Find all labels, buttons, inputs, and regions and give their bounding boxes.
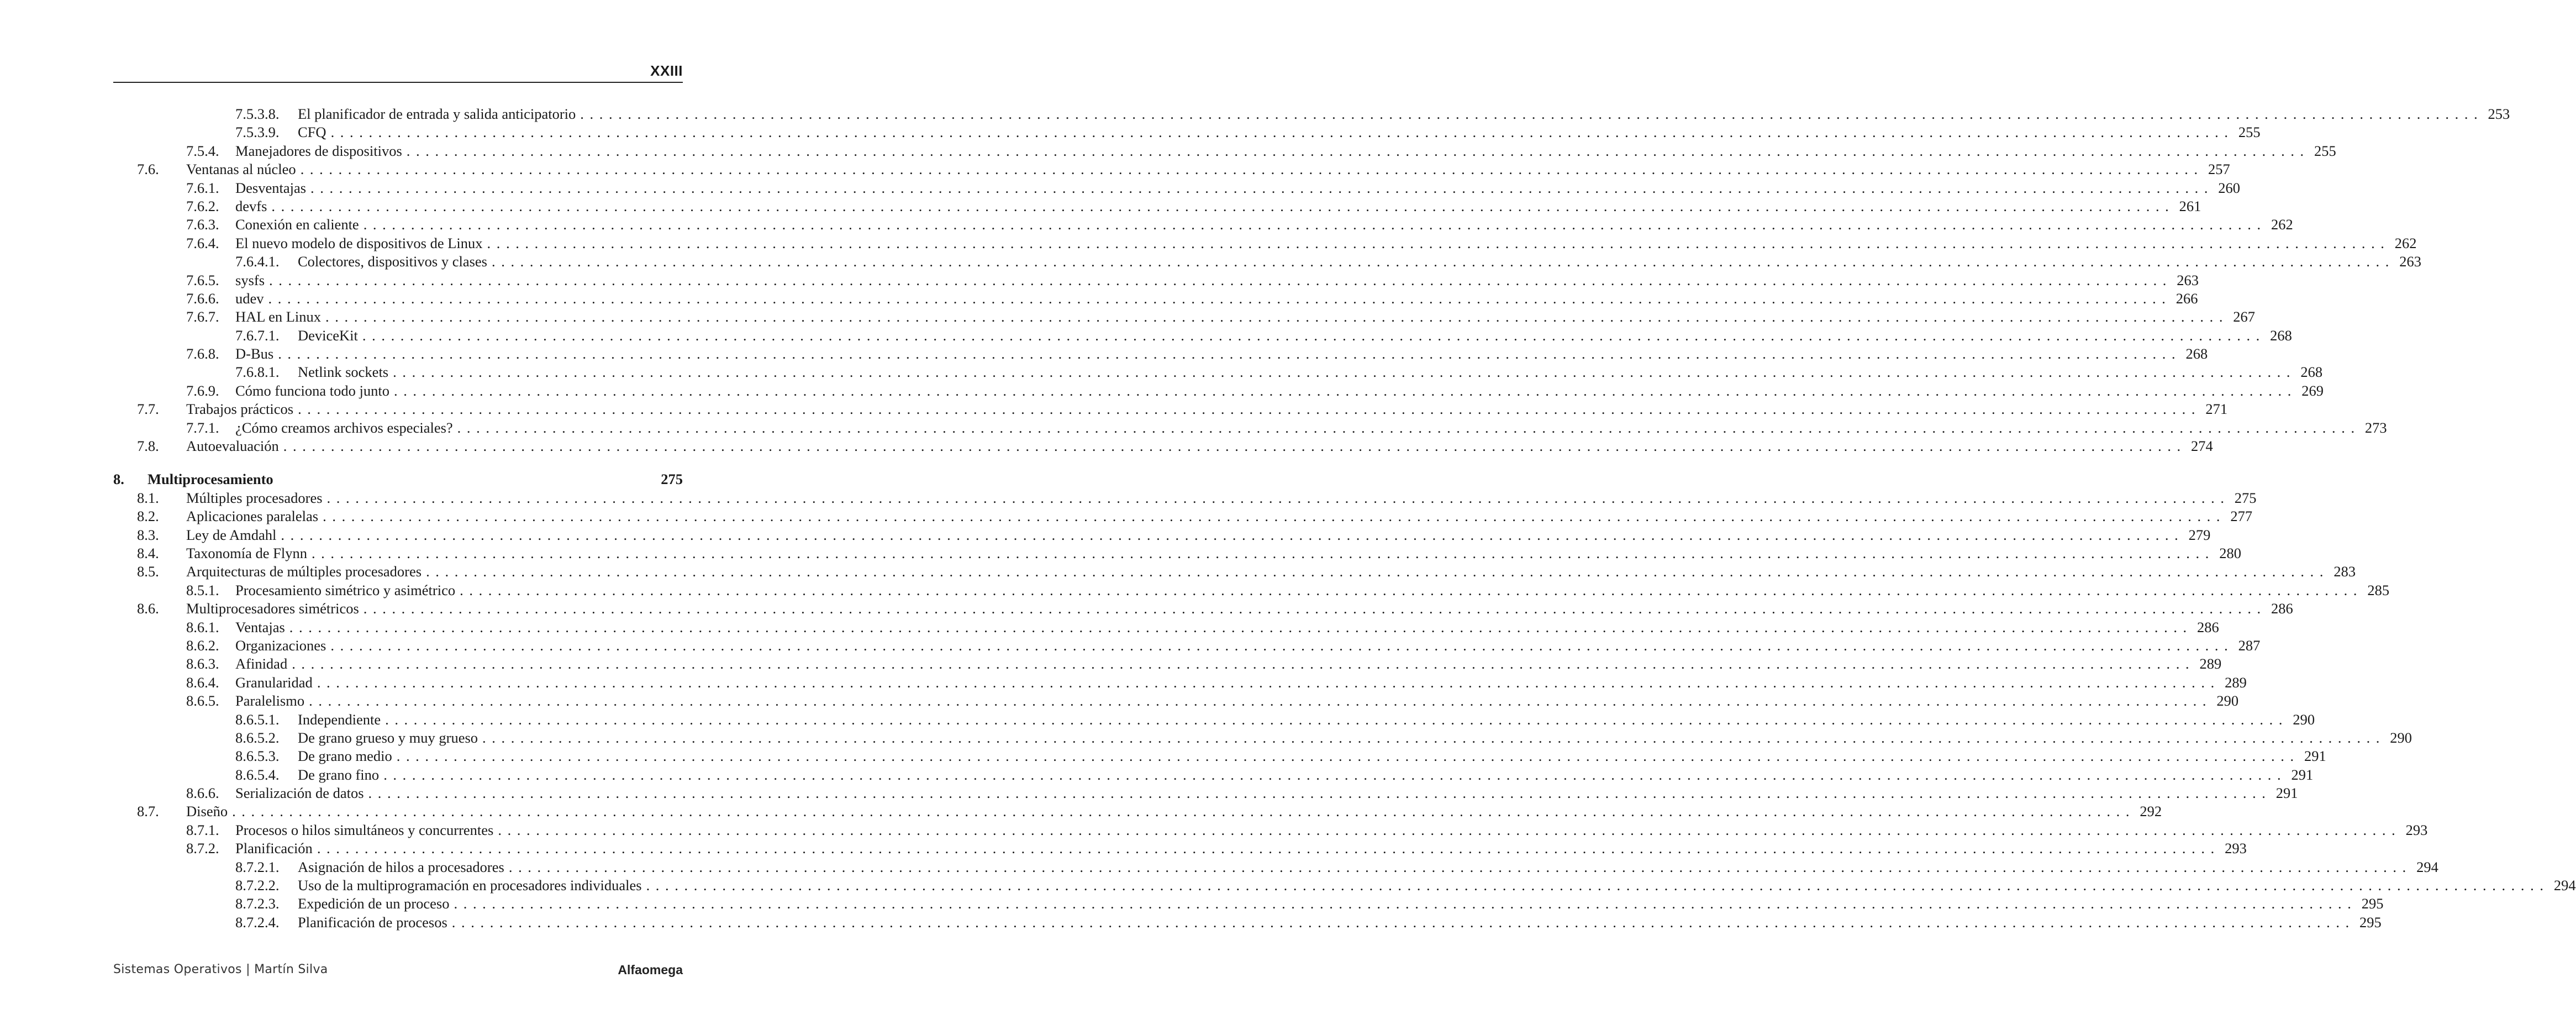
- toc-entry-title: sysfs: [235, 271, 265, 288]
- toc-entry-title: Asignación de hilos a procesadores: [298, 858, 504, 875]
- toc-entry-number: 7.6.4.: [186, 234, 219, 251]
- toc-entry-number: 8.1.: [137, 489, 159, 506]
- toc-entry: [113, 253, 2421, 271]
- toc-entry: [113, 821, 2428, 839]
- toc-entry-page: 263: [2399, 253, 2421, 270]
- dot-leader: ........................................................................................................................................................................................................: [309, 692, 2212, 710]
- toc-entry: [113, 308, 2256, 326]
- toc-entry: [113, 234, 2417, 253]
- toc-entry-title: Granularidad: [235, 674, 313, 691]
- toc-entry-title: ¿Cómo creamos archivos especiales?: [235, 419, 453, 436]
- toc-entry: [113, 655, 2222, 673]
- toc-entry-number: 7.5.3.9.: [235, 124, 280, 141]
- dot-leader: ........................................................................................................................................................................................................: [298, 401, 2201, 418]
- toc-entry: [113, 160, 2230, 178]
- toc-entry-page: 291: [2275, 785, 2298, 802]
- dot-leader: ........................................................................................................................................................................................................: [426, 563, 2330, 580]
- toc-entry-page: 285: [2367, 581, 2390, 598]
- toc-entry-number: 8.4.: [137, 544, 159, 561]
- toc-entry-number: 8.6.5.3.: [235, 748, 280, 765]
- toc-entry-number: 7.6.1.: [186, 179, 219, 196]
- dot-leader: ........................................................................................................................................................................................................: [492, 253, 2395, 270]
- toc-entry: [113, 876, 2576, 895]
- toc-entry-number: 7.6.7.: [186, 308, 219, 325]
- toc-entry-number: 8.7.2.2.: [235, 877, 280, 894]
- dot-leader: ........................................................................................................................................................................................................: [278, 345, 2182, 362]
- toc-entry: [113, 618, 2219, 637]
- toc-entry-page: 289: [2199, 655, 2222, 672]
- toc-entry: [113, 345, 2208, 363]
- toc-entry: [113, 382, 2324, 400]
- toc-entry-page: 268: [2300, 364, 2323, 381]
- toc-entry-title: Multiprocesamiento: [147, 471, 273, 488]
- toc-entry-number: 8.7.2.3.: [235, 895, 280, 912]
- dot-leader: ........................................................................................................................................................................................................: [330, 124, 2234, 141]
- toc-entry-title: De grano fino: [298, 766, 380, 783]
- toc-entry-title: Netlink sockets: [298, 364, 389, 381]
- dot-leader: ........................................................................................................................................................................................................: [330, 637, 2234, 654]
- toc-entry: [113, 674, 2247, 692]
- dot-leader: ........................................................................................................................................................................................................: [482, 729, 2386, 746]
- toc-entry: [113, 123, 2261, 141]
- toc-entry-title: De grano grueso y muy grueso: [298, 729, 478, 746]
- toc-entry: [113, 271, 2199, 290]
- toc-entry: [113, 913, 2382, 932]
- toc-entry-title: HAL en Linux: [235, 308, 322, 325]
- toc-entry: [113, 563, 2356, 581]
- toc-entry-number: 8.6.5.1.: [235, 711, 280, 728]
- toc-entry-number: 8.7.2.1.: [235, 858, 280, 875]
- toc-entry-page: 293: [2225, 840, 2247, 857]
- toc-entry-number: 7.6.6.: [186, 290, 219, 307]
- toc-entry-title: udev: [235, 290, 264, 307]
- toc-entry-page: 295: [2359, 913, 2382, 931]
- toc-entry-number: 8.6.6.: [186, 785, 219, 802]
- toc-entry-page: 277: [2230, 508, 2253, 525]
- toc-entry-number: 8.6.1.: [186, 618, 219, 635]
- dot-leader: ........................................................................................................................................................................................................: [498, 821, 2401, 838]
- toc-entry-title: El planificador de entrada y salida anticipatorio: [298, 106, 576, 122]
- toc-entry-title: Procesamiento simétrico y asimétrico: [235, 581, 456, 598]
- toc-entry-title: Paralelismo: [235, 692, 305, 710]
- toc-entry-page: 292: [2140, 803, 2162, 820]
- footer-publisher: Alfaomega: [618, 963, 683, 977]
- toc-entry: [113, 581, 2390, 600]
- dot-leader: ........................................................................................................................................................................................................: [363, 216, 2267, 233]
- dot-leader: ........................................................................................................................................................................................................: [451, 913, 2355, 931]
- toc-entry: [113, 105, 2510, 123]
- header-rule: [113, 82, 683, 83]
- toc-entry-title: Ventanas al núcleo: [186, 161, 296, 178]
- toc-entry-page: 262: [2394, 234, 2417, 251]
- toc-entry-title: Multiprocesadores simétricos: [186, 600, 359, 617]
- toc-entry-number: 8.6.5.2.: [235, 729, 280, 746]
- dot-leader: ........................................................................................................................................................................................................: [460, 581, 2363, 598]
- toc-entry-title: Colectores, dispositivos y clases: [298, 253, 487, 270]
- dot-leader: ........................................................................................................................................................................................................: [385, 711, 2289, 728]
- dot-leader: ........................................................................................................................................................................................................: [317, 840, 2220, 857]
- toc-entry-page: 287: [2238, 637, 2261, 654]
- toc-entry-title: Afinidad: [235, 655, 288, 672]
- toc-entry-number: 8.3.: [137, 526, 159, 543]
- dot-leader: ........................................................................................................................................................................................................: [311, 544, 2215, 561]
- footer-book-author: Sistemas Operativos | Martín Silva: [113, 963, 328, 976]
- toc-entry-page: 274: [2191, 438, 2213, 455]
- toc-entry-page: 261: [2179, 197, 2201, 214]
- toc-entry-number: 8.6.5.4.: [235, 766, 280, 783]
- toc-entry-page: 266: [2175, 290, 2198, 307]
- dot-leader: ........................................................................................................................................................................................................: [393, 382, 2297, 399]
- toc-entry-page: 271: [2205, 401, 2228, 418]
- dot-leader: ........................................................................................................................................................................................................: [268, 290, 2172, 307]
- toc-entry: [113, 290, 2198, 308]
- toc-entry-page: 268: [2185, 345, 2208, 362]
- toc-entry: [113, 507, 2253, 525]
- toc-entry-page: 290: [2216, 692, 2239, 710]
- toc-entry-title: De grano medio: [298, 748, 392, 765]
- toc-entry: [113, 327, 2292, 345]
- toc-entry-page: 257: [2208, 161, 2230, 178]
- toc-entry-number: 8.6.4.: [186, 674, 219, 691]
- toc-entry: [113, 839, 2247, 858]
- toc-entry-title: Serialización de datos: [235, 785, 364, 802]
- toc-entry-number: 8.7.2.: [186, 840, 219, 857]
- toc-entry-page: 294: [2416, 858, 2438, 875]
- dot-leader: ........................................................................................................................................................................................................: [646, 877, 2549, 894]
- toc-entry-number: 7.6.3.: [186, 216, 219, 233]
- toc-entry-page: 275: [661, 471, 683, 488]
- toc-entry: [113, 142, 2336, 160]
- toc-entry-number: 8.5.: [137, 563, 159, 580]
- toc-entry-page: 291: [2304, 748, 2326, 765]
- toc-entry-number: 7.7.1.: [186, 419, 219, 436]
- dot-leader: ........................................................................................................................................................................................................: [368, 785, 2272, 802]
- toc-entry-page: 255: [2238, 124, 2261, 141]
- toc-entry-page: 268: [2270, 327, 2292, 344]
- dot-leader: ........................................................................................................................................................................................................: [383, 766, 2287, 783]
- toc-entry: [113, 363, 2323, 381]
- toc-entry-title: Desventajas: [235, 179, 307, 196]
- dot-leader: ........................................................................................................................................................................................................: [325, 308, 2229, 325]
- dot-leader: ........................................................................................................................................................................................................: [300, 161, 2204, 178]
- toc-entry: [113, 179, 2241, 197]
- toc-entry-page: 267: [2233, 308, 2256, 325]
- dot-leader: ........................................................................................................................................................................................................: [454, 895, 2357, 912]
- toc-entry-page: 293: [2405, 821, 2428, 838]
- toc-chapter-entry: [113, 470, 683, 488]
- dot-leader: ........................................................................................................................................................................................................: [271, 197, 2175, 214]
- toc-entry-title: Expedición de un proceso: [298, 895, 450, 912]
- toc-entry-page: 275: [2234, 489, 2257, 506]
- toc-entry-title: Trabajos prácticos: [186, 401, 294, 418]
- dot-leader: ........................................................................................................................................................................................................: [310, 179, 2214, 196]
- toc-entry-title: Organizaciones: [235, 637, 326, 654]
- toc-entry-title: Cómo funciona todo junto: [235, 382, 389, 399]
- toc-entry-number: 8.6.: [137, 600, 159, 617]
- toc-entry-number: 7.6.2.: [186, 197, 219, 214]
- toc-entry: [113, 692, 2239, 710]
- toc-entry: [113, 544, 2241, 563]
- toc-entry: [113, 216, 2293, 234]
- toc-entry: [113, 489, 2257, 507]
- toc-entry-title: Arquitecturas de múltiples procesadores: [186, 563, 422, 580]
- toc-entry-number: 7.6.: [137, 161, 159, 178]
- toc-entry-number: 7.8.: [137, 438, 159, 455]
- toc-entry-title: Manejadores de dispositivos: [235, 142, 402, 159]
- toc-entry: [113, 437, 2213, 455]
- toc-entry-number: 8.6.5.: [186, 692, 219, 710]
- toc-entry: [113, 766, 2314, 784]
- toc-entry-page: 253: [2488, 106, 2510, 122]
- toc-entry-page: 286: [2197, 618, 2219, 635]
- dot-leader: ........................................................................................................................................................................................................: [406, 142, 2310, 159]
- toc-entry-title: Planificación: [235, 840, 313, 857]
- toc-entry: [113, 802, 2162, 821]
- toc-entry-page: 294: [2553, 877, 2576, 894]
- toc-entry-number: 8.7.: [137, 803, 159, 820]
- toc-entry-page: 269: [2301, 382, 2324, 399]
- toc-entry: [113, 419, 2387, 437]
- table-of-contents: [113, 105, 2576, 932]
- toc-entry-page: 286: [2271, 600, 2293, 617]
- toc-entry-title: Diseño: [186, 803, 228, 820]
- toc-entry-title: CFQ: [298, 124, 326, 141]
- toc-entry-page: 273: [2364, 419, 2387, 436]
- dot-leader: ........................................................................................................................................................................................................: [326, 489, 2230, 506]
- toc-entry: [113, 858, 2438, 876]
- dot-leader: ........................................................................................................................................................................................................: [317, 674, 2220, 691]
- toc-entry-page: 295: [2361, 895, 2384, 912]
- toc-entry-number: 7.6.4.1.: [235, 253, 280, 270]
- toc-entry-title: DeviceKit: [298, 327, 358, 344]
- toc-entry-title: Ley de Amdahl: [186, 526, 277, 543]
- dot-leader: ........................................................................................................................................................................................................: [396, 748, 2300, 765]
- toc-entry-title: Múltiples procesadores: [186, 489, 323, 506]
- toc-entry-page: 279: [2188, 526, 2211, 543]
- dot-leader: ........................................................................................................................................................................................................: [281, 526, 2184, 543]
- page-number: XXIII: [650, 62, 683, 79]
- toc-entry-title: Procesos o hilos simultáneos y concurrentes: [235, 821, 494, 838]
- toc-entry-title: Ventajas: [235, 618, 285, 635]
- toc-entry-page: 291: [2291, 766, 2314, 783]
- toc-entry-number: 8.2.: [137, 508, 159, 525]
- toc-entry-page: 280: [2219, 544, 2241, 561]
- toc-entry-title: Uso de la multiprogramación en procesadores individuales: [298, 877, 642, 894]
- toc-entry-title: Aplicaciones paralelas: [186, 508, 319, 525]
- toc-entry: [113, 197, 2201, 216]
- dot-leader: ........................................................................................................................................................................................................: [269, 271, 2173, 288]
- toc-entry-page: 260: [2218, 179, 2241, 196]
- dot-leader: ........................................................................................................................................................................................................: [457, 419, 2361, 436]
- toc-entry: [113, 729, 2412, 747]
- toc-entry: [113, 400, 2228, 418]
- toc-entry: [113, 895, 2384, 913]
- toc-entry-page: 289: [2225, 674, 2247, 691]
- toc-entry-number: 8.7.1.: [186, 821, 219, 838]
- toc-entry-title: devfs: [235, 197, 267, 214]
- toc-entry: [113, 747, 2326, 765]
- toc-entry-number: 8.: [113, 471, 124, 488]
- dot-leader: ........................................................................................................................................................................................................: [292, 655, 2195, 672]
- toc-entry-title: D-Bus: [235, 345, 274, 362]
- toc-entry-number: 7.5.4.: [186, 142, 219, 159]
- toc-entry: [113, 784, 2298, 802]
- dot-leader: ........................................................................................................................................................................................................: [393, 364, 2296, 381]
- toc-entry-number: 7.6.9.: [186, 382, 219, 399]
- toc-entry-title: Conexión en caliente: [235, 216, 359, 233]
- toc-entry-number: 7.6.7.1.: [235, 327, 280, 344]
- toc-entry-page: 263: [2177, 271, 2199, 288]
- dot-leader: ........................................................................................................................................................................................................: [323, 508, 2226, 525]
- toc-entry-number: 8.6.2.: [186, 637, 219, 654]
- toc-entry-number: 7.6.5.: [186, 271, 219, 288]
- toc-entry-title: Autoevaluación: [186, 438, 279, 455]
- toc-entry-number: 8.5.1.: [186, 581, 219, 598]
- toc-entry: [113, 526, 2211, 544]
- toc-entry: [113, 600, 2293, 618]
- toc-entry-number: 8.7.2.4.: [235, 913, 280, 931]
- toc-entry-number: 7.6.8.: [186, 345, 219, 362]
- toc-entry-number: 7.6.8.1.: [235, 364, 280, 381]
- toc-entry-page: 290: [2390, 729, 2412, 746]
- dot-leader: ........................................................................................................................................................................................................: [363, 600, 2267, 617]
- toc-entry-number: 7.7.: [137, 401, 159, 418]
- toc-entry-title: El nuevo modelo de dispositivos de Linux: [235, 234, 483, 251]
- toc-entry-page: 255: [2314, 142, 2336, 159]
- toc-entry: [113, 711, 2315, 729]
- dot-leader: ........................................................................................................................................................................................................: [508, 858, 2412, 875]
- dot-leader: ........................................................................................................................................................................................................: [487, 234, 2390, 251]
- dot-leader: ........................................................................................................................................................................................................: [362, 327, 2266, 344]
- toc-entry-page: 262: [2271, 216, 2293, 233]
- toc-entry-title: Taxonomía de Flynn: [186, 544, 307, 561]
- dot-leader: ........................................................................................................................................................................................................: [232, 803, 2136, 820]
- dot-leader: ........................................................................................................................................................................................................: [283, 438, 2187, 455]
- toc-entry-page: 283: [2333, 563, 2356, 580]
- toc-entry-number: 8.6.3.: [186, 655, 219, 672]
- toc-entry-title: Planificación de procesos: [298, 913, 447, 931]
- dot-leader: ........................................................................................................................................................................................................: [580, 106, 2484, 122]
- dot-leader: ........................................................................................................................................................................................................: [289, 618, 2193, 635]
- toc-entry-page: 290: [2293, 711, 2315, 728]
- toc-entry: [113, 637, 2261, 655]
- toc-entry-title: Independiente: [298, 711, 381, 728]
- toc-entry-number: 7.5.3.8.: [235, 106, 280, 122]
